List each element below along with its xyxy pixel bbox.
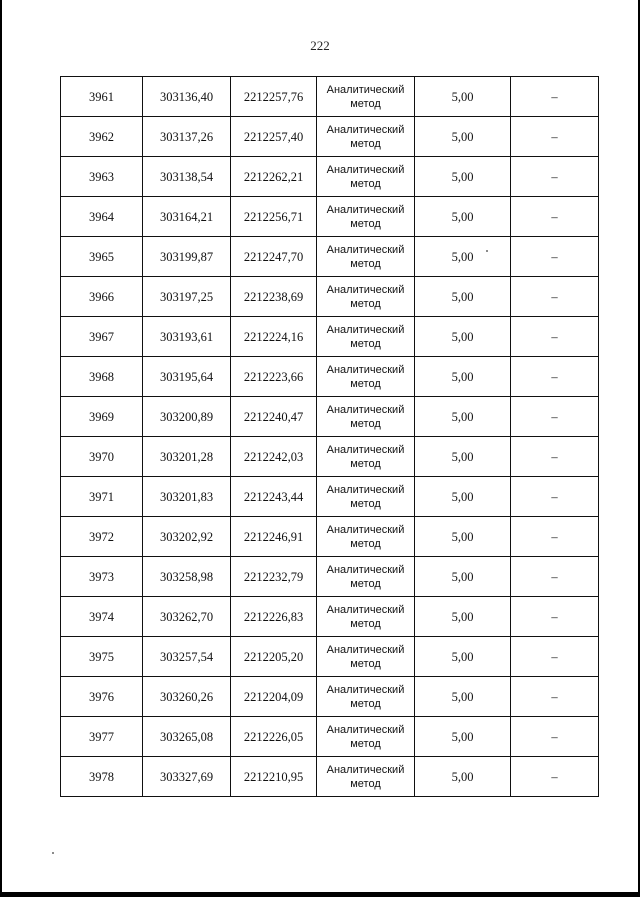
page-number: 222 — [310, 38, 330, 53]
cell-coordinate-x: 303258,98 — [143, 557, 231, 597]
cell-accuracy: 5,00 — [415, 557, 511, 597]
cell-accuracy: 5,00 — [415, 317, 511, 357]
cell-coordinate-y: 2212224,16 — [231, 317, 317, 357]
cell-method: Аналитический метод — [317, 477, 415, 517]
cell-coordinate-x: 303260,26 — [143, 677, 231, 717]
table-row — [61, 117, 599, 157]
cell-coordinate-y: 2212247,70 — [231, 237, 317, 277]
cell-coordinate-y: 2212226,05 — [231, 717, 317, 757]
cell-point-number: 3961 — [61, 77, 143, 117]
table-row — [61, 677, 599, 717]
cell-point-number: 3968 — [61, 357, 143, 397]
table-row — [61, 717, 599, 757]
cell-method: Аналитический метод — [317, 717, 415, 757]
cell-method: Аналитический метод — [317, 397, 415, 437]
cell-note: – — [511, 117, 599, 157]
coordinates-table-body — [61, 77, 599, 797]
scan-speck — [486, 250, 488, 252]
cell-point-number: 3972 — [61, 517, 143, 557]
cell-note: – — [511, 757, 599, 797]
cell-accuracy: 5,00 — [415, 357, 511, 397]
cell-point-number: 3964 — [61, 197, 143, 237]
cell-coordinate-x: 303262,70 — [143, 597, 231, 637]
cell-method: Аналитический метод — [317, 317, 415, 357]
cell-coordinate-y: 2212210,95 — [231, 757, 317, 797]
cell-accuracy: 5,00 — [415, 117, 511, 157]
table-row — [61, 157, 599, 197]
cell-accuracy: 5,00 — [415, 237, 511, 277]
cell-note: – — [511, 717, 599, 757]
cell-note: – — [511, 517, 599, 557]
cell-accuracy: 5,00 — [415, 677, 511, 717]
cell-method: Аналитический метод — [317, 517, 415, 557]
cell-note: – — [511, 637, 599, 677]
cell-point-number: 3965 — [61, 237, 143, 277]
cell-method: Аналитический метод — [317, 677, 415, 717]
cell-method: Аналитический метод — [317, 357, 415, 397]
cell-point-number: 3974 — [61, 597, 143, 637]
cell-note: – — [511, 357, 599, 397]
cell-coordinate-y: 2212238,69 — [231, 277, 317, 317]
cell-coordinate-x: 303137,26 — [143, 117, 231, 157]
cell-accuracy: 5,00 — [415, 597, 511, 637]
cell-coordinate-x: 303138,54 — [143, 157, 231, 197]
table-row — [61, 197, 599, 237]
table-row — [61, 397, 599, 437]
cell-note: – — [511, 77, 599, 117]
table-row — [61, 277, 599, 317]
coordinates-table — [60, 76, 599, 797]
cell-point-number: 3971 — [61, 477, 143, 517]
cell-note: – — [511, 677, 599, 717]
cell-point-number: 3977 — [61, 717, 143, 757]
cell-coordinate-y: 2212242,03 — [231, 437, 317, 477]
cell-coordinate-y: 2212240,47 — [231, 397, 317, 437]
cell-coordinate-x: 303200,89 — [143, 397, 231, 437]
cell-accuracy: 5,00 — [415, 637, 511, 677]
cell-note: – — [511, 157, 599, 197]
cell-method: Аналитический метод — [317, 757, 415, 797]
cell-note: – — [511, 597, 599, 637]
cell-accuracy: 5,00 — [415, 277, 511, 317]
table-row — [61, 357, 599, 397]
cell-point-number: 3975 — [61, 637, 143, 677]
cell-note: – — [511, 437, 599, 477]
cell-method: Аналитический метод — [317, 197, 415, 237]
cell-point-number: 3963 — [61, 157, 143, 197]
cell-method: Аналитический метод — [317, 637, 415, 677]
table-row — [61, 757, 599, 797]
cell-note: – — [511, 477, 599, 517]
cell-accuracy: 5,00 — [415, 757, 511, 797]
cell-coordinate-x: 303201,28 — [143, 437, 231, 477]
scan-bottom-edge — [0, 892, 640, 897]
cell-accuracy: 5,00 — [415, 517, 511, 557]
cell-coordinate-x: 303265,08 — [143, 717, 231, 757]
table-row — [61, 237, 599, 277]
cell-note: – — [511, 197, 599, 237]
cell-accuracy: 5,00 — [415, 717, 511, 757]
table-row — [61, 77, 599, 117]
cell-coordinate-x: 303136,40 — [143, 77, 231, 117]
cell-coordinate-y: 2212204,09 — [231, 677, 317, 717]
cell-point-number: 3976 — [61, 677, 143, 717]
cell-point-number: 3973 — [61, 557, 143, 597]
cell-coordinate-y: 2212205,20 — [231, 637, 317, 677]
cell-coordinate-y: 2212257,40 — [231, 117, 317, 157]
cell-coordinate-x: 303327,69 — [143, 757, 231, 797]
cell-method: Аналитический метод — [317, 277, 415, 317]
cell-accuracy: 5,00 — [415, 197, 511, 237]
scan-left-edge — [0, 0, 2, 897]
cell-point-number: 3970 — [61, 437, 143, 477]
cell-note: – — [511, 317, 599, 357]
cell-coordinate-x: 303257,54 — [143, 637, 231, 677]
table-row — [61, 477, 599, 517]
cell-coordinate-y: 2212243,44 — [231, 477, 317, 517]
cell-coordinate-x: 303199,87 — [143, 237, 231, 277]
cell-point-number: 3966 — [61, 277, 143, 317]
cell-accuracy: 5,00 — [415, 477, 511, 517]
cell-coordinate-y: 2212262,21 — [231, 157, 317, 197]
cell-method: Аналитический метод — [317, 597, 415, 637]
cell-method: Аналитический метод — [317, 77, 415, 117]
cell-accuracy: 5,00 — [415, 397, 511, 437]
cell-point-number: 3962 — [61, 117, 143, 157]
cell-accuracy: 5,00 — [415, 77, 511, 117]
cell-coordinate-y: 2212226,83 — [231, 597, 317, 637]
cell-coordinate-y: 2212232,79 — [231, 557, 317, 597]
cell-method: Аналитический метод — [317, 117, 415, 157]
scan-speck — [52, 852, 54, 854]
cell-method: Аналитический метод — [317, 157, 415, 197]
cell-note: – — [511, 557, 599, 597]
cell-coordinate-x: 303195,64 — [143, 357, 231, 397]
cell-note: – — [511, 397, 599, 437]
cell-coordinate-x: 303202,92 — [143, 517, 231, 557]
table-row — [61, 517, 599, 557]
cell-coordinate-x: 303201,83 — [143, 477, 231, 517]
cell-coordinate-y: 2212257,76 — [231, 77, 317, 117]
table-row — [61, 637, 599, 677]
cell-point-number: 3969 — [61, 397, 143, 437]
cell-point-number: 3978 — [61, 757, 143, 797]
table-row — [61, 597, 599, 637]
table-row — [61, 437, 599, 477]
cell-point-number: 3967 — [61, 317, 143, 357]
cell-method: Аналитический метод — [317, 557, 415, 597]
table-row — [61, 317, 599, 357]
cell-method: Аналитический метод — [317, 437, 415, 477]
cell-accuracy: 5,00 — [415, 157, 511, 197]
cell-coordinate-x: 303193,61 — [143, 317, 231, 357]
cell-note: – — [511, 277, 599, 317]
cell-method: Аналитический метод — [317, 237, 415, 277]
cell-coordinate-y: 2212223,66 — [231, 357, 317, 397]
cell-coordinate-y: 2212256,71 — [231, 197, 317, 237]
cell-coordinate-x: 303197,25 — [143, 277, 231, 317]
cell-note: – — [511, 237, 599, 277]
cell-coordinate-x: 303164,21 — [143, 197, 231, 237]
table-row — [61, 557, 599, 597]
cell-accuracy: 5,00 — [415, 437, 511, 477]
cell-coordinate-y: 2212246,91 — [231, 517, 317, 557]
